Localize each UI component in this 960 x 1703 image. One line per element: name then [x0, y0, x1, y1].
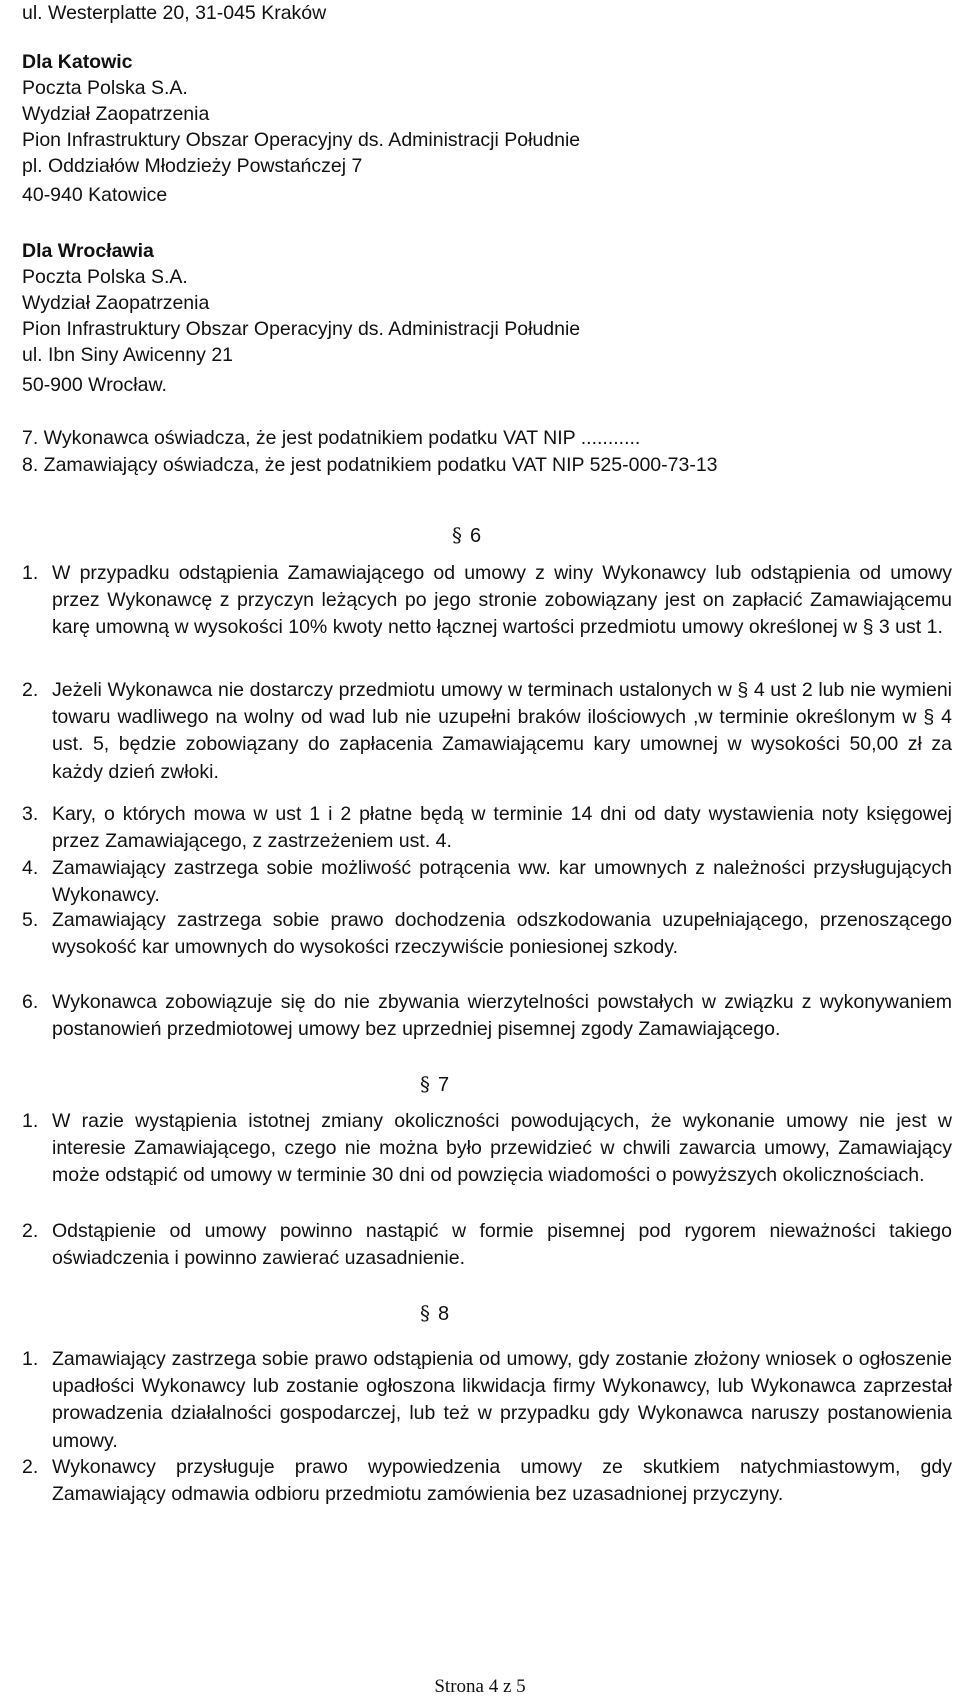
katowice-line-5: 40-940 Katowice — [22, 184, 168, 206]
wroclaw-heading: Dla Wrocławia — [22, 240, 154, 262]
katowice-line-3: Pion Infrastruktury Obszar Operacyjny ds. Administracji Południe — [22, 129, 581, 151]
section-sign-icon: § — [420, 1301, 430, 1325]
sec7-item-1: 1. W razie wystąpienia istotnej zmiany okoliczności powodujących, że wykonanie umowy nie jest w interesie Zamawiającego, czego nie można było przewidzieć w chwili zawarcia umowy, Zamawiający może odstąpić od umowy w terminie 30 dni od powzięcia wiadomości o powyższych okolicznościach. — [22, 1110, 952, 1187]
sec8-item-2: 2. Wykonawcy przysługuje prawo wypowiedzenia umowy ze skutkiem natychmiastowym, gdy Zamawiający odmawia odbioru przedmiotu zamówienia bez uzasadnionej przyczyny. — [22, 1456, 952, 1506]
address-line: ul. Westerplatte 20, 31-045 Kraków — [22, 2, 327, 24]
sec7-item-2: 2. Odstąpienie od umowy powinno nastąpić w formie pisemnej pod rygorem nieważności takiego oświadczenia i powinno zawierać uzasadnienie. — [22, 1220, 952, 1270]
sec6-item-4: 4. Zamawiający zastrzega sobie możliwość potrącenia ww. kar umownych z należności przysługujących Wykonawcy. — [22, 857, 952, 907]
section-7-heading: § 7 — [420, 1072, 450, 1096]
section-6-heading: § 6 — [452, 523, 482, 547]
katowice-line-2: Wydział Zaopatrzenia — [22, 103, 210, 125]
katowice-line-1: Poczta Polska S.A. — [22, 77, 188, 99]
wroclaw-line-3: Pion Infrastruktury Obszar Operacyjny ds. Administracji Południe — [22, 318, 581, 340]
section-8-heading: § 8 — [420, 1301, 450, 1325]
wroclaw-line-1: Poczta Polska S.A. — [22, 266, 188, 288]
section-sign-icon: § — [452, 523, 462, 547]
sec6-item-6: 6. Wykonawca zobowiązuje się do nie zbywania wierzytelności powstałych w związku z wykonywaniem postanowień przedmiotowej umowy bez uprzedniej pisemnej zgody Zamawiającego. — [22, 991, 952, 1041]
katowice-heading: Dla Katowic — [22, 51, 133, 73]
sec6-item-1: 1. W przypadku odstąpienia Zamawiającego od umowy z winy Wykonawcy lub odstąpienia od umowy przez Wykonawcę z przyczyn leżących po jego stronie zobowiązany jest on zapłacić Zamawiającemu karę umowną w wysokości 10% kwoty netto łącznej wartości przedmiotu umowy określonej w § 3 ust 1. — [22, 562, 952, 639]
katowice-line-4: pl. Oddziałów Młodzieży Powstańczej 7 — [22, 155, 363, 177]
page-footer: Strona 4 z 5 — [434, 1676, 526, 1697]
section-sign-icon: § — [420, 1072, 430, 1096]
wroclaw-line-5: 50-900 Wrocław. — [22, 374, 167, 396]
point-7: 7. Wykonawca oświadcza, że jest podatnikiem podatku VAT NIP ........... — [22, 427, 641, 449]
sec8-item-1: 1. Zamawiający zastrzega sobie prawo odstąpienia od umowy, gdy zostanie złożony wniosek o ogłoszenie upadłości Wykonawcy lub zostanie ogłoszona likwidacja firmy Wykonawcy, lub Wykonawca zaprzestał prowadzenia działalności gospodarczej, lub też w przypadku gdy Wykonawca naruszy postanowienia umowy. — [22, 1348, 952, 1452]
point-8: 8. Zamawiający oświadcza, że jest podatnikiem podatku VAT NIP 525-000-73-13 — [22, 454, 718, 476]
sec6-item-3: 3. Kary, o których mowa w ust 1 i 2 płatne będą w terminie 14 dni od daty wystawienia noty księgowej przez Zamawiającego, z zastrzeżeniem ust. 4. — [22, 803, 952, 853]
sec6-item-2: 2. Jeżeli Wykonawca nie dostarczy przedmiotu umowy w terminach ustalonych w § 4 ust 2 lub nie wymieni towaru wadliwego na wolny od wad lub nie uzupełni braków ilościowych ,w terminie określonym w § 4 ust. 5, będzie zobowiązany do zapłacenia Zamawiającemu kary umownej w wysokości 50,00 zł za każdy dzień zwłoki. — [22, 679, 952, 783]
wroclaw-line-2: Wydział Zaopatrzenia — [22, 292, 210, 314]
wroclaw-line-4: ul. Ibn Siny Awicenny 21 — [22, 344, 234, 366]
sec6-item-5: 5. Zamawiający zastrzega sobie prawo dochodzenia odszkodowania uzupełniającego, przenoszącego wysokość kar umownych do wysokości rzeczywiście poniesionej szkody. — [22, 909, 952, 959]
